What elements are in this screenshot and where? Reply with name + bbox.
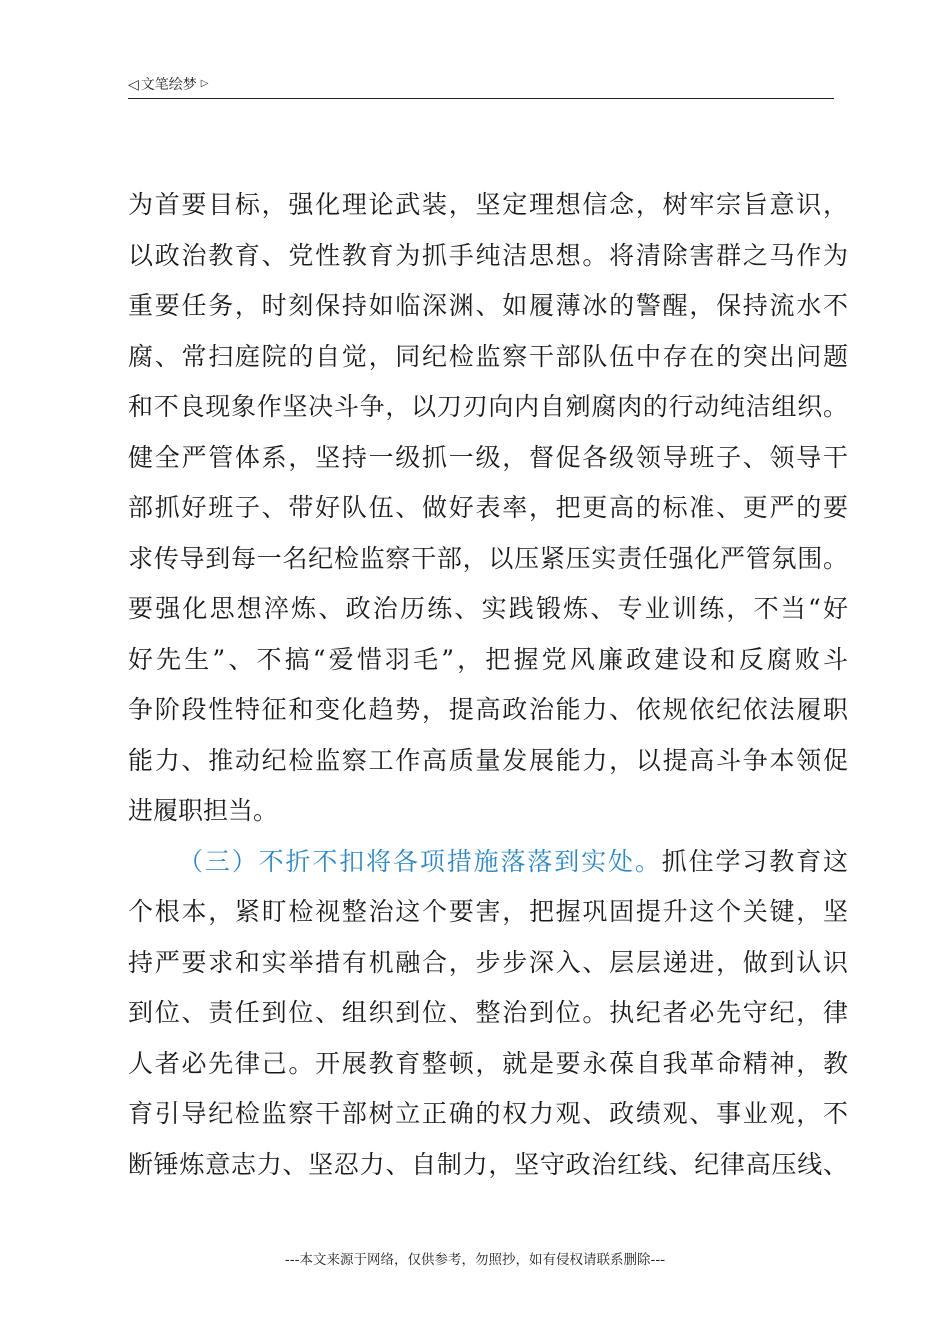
text-line: 腐、常扫庭院的自觉，同纪检监察干部队伍中存在的突出问题: [128, 341, 848, 371]
text-line: 好先生”、不搞“爱惜羽毛”，把握党风廉政建设和反腐败斗: [128, 644, 848, 674]
text-line: 求传导到每一名纪检监察干部，以压紧压实责任强化严管氛围。: [128, 543, 848, 573]
text-line: 健全严管体系，坚持一级抓一级，督促各级领导班子、领导干: [128, 442, 848, 472]
text-line: 要强化思想淬炼、政治历练、实践锻炼、专业训练，不当“好: [128, 594, 848, 623]
section-heading: （三）不折不扣将各项措施落落到实处。: [178, 846, 662, 876]
text-line: 持严要求和实举措有机融合，步步深入、层层递进，做到认识: [128, 947, 848, 977]
text-line: 人者必先律己。开展教育整顿，就是要永葆自我革命精神，教: [128, 1048, 848, 1078]
text-line: 重要任务，时刻保持如临深渊、如履薄冰的警醒，保持流水不: [128, 291, 848, 320]
header-title: 文笔绘梦: [140, 77, 197, 93]
text-line: 争阶段性特征和变化趋势，提高政治能力、依规依纪依法履职: [128, 695, 848, 724]
text-line: 育引导纪检监察干部树立正确的权力观、政绩观、事业观，不: [128, 1099, 848, 1128]
text-line: 部抓好班子、带好队伍、做好表率，把更高的标准、更严的要: [128, 493, 848, 522]
left-triangle-icon: ◁: [128, 77, 139, 93]
text-line: 和不良现象作坚决斗争，以刀刃向内自剜腐肉的行动纯洁组织。: [128, 392, 848, 421]
text-line: 以政治教育、党性教育为抓手纯洁思想。将清除害群之马作为: [128, 240, 848, 270]
text-line: 到位、责任到位、组织到位、整治到位。执纪者必先守纪，律: [128, 998, 848, 1027]
text-run: 抓住学习教育这: [661, 846, 848, 876]
text-line: 为首要目标，强化理论武装，坚定理想信念，树牢宗旨意识，: [128, 190, 848, 219]
text-line: 个根本，紧盯检视整治这个要害，把握巩固提升这个关键，坚: [128, 897, 848, 926]
header-title-row: [128, 74, 208, 95]
text-line: 能力、推动纪检监察工作高质量发展能力，以提高斗争本领促: [128, 745, 848, 775]
page-header: [128, 74, 834, 99]
text-line-with-heading: [128, 837, 848, 888]
paragraph-2: [128, 837, 848, 1191]
document-body: [128, 180, 848, 1190]
text-line: 进履职担当。: [128, 796, 279, 825]
footer-notice: ---本文来源于网络，仅供参考，勿照抄，如有侵权请联系删除---: [284, 1252, 666, 1268]
right-triangle-icon: ▷: [200, 78, 209, 89]
paragraph-1: [128, 180, 848, 837]
text-line: 断锤炼意志力、坚忍力、自制力，坚守政治红线、纪律高压线、: [128, 1149, 848, 1179]
